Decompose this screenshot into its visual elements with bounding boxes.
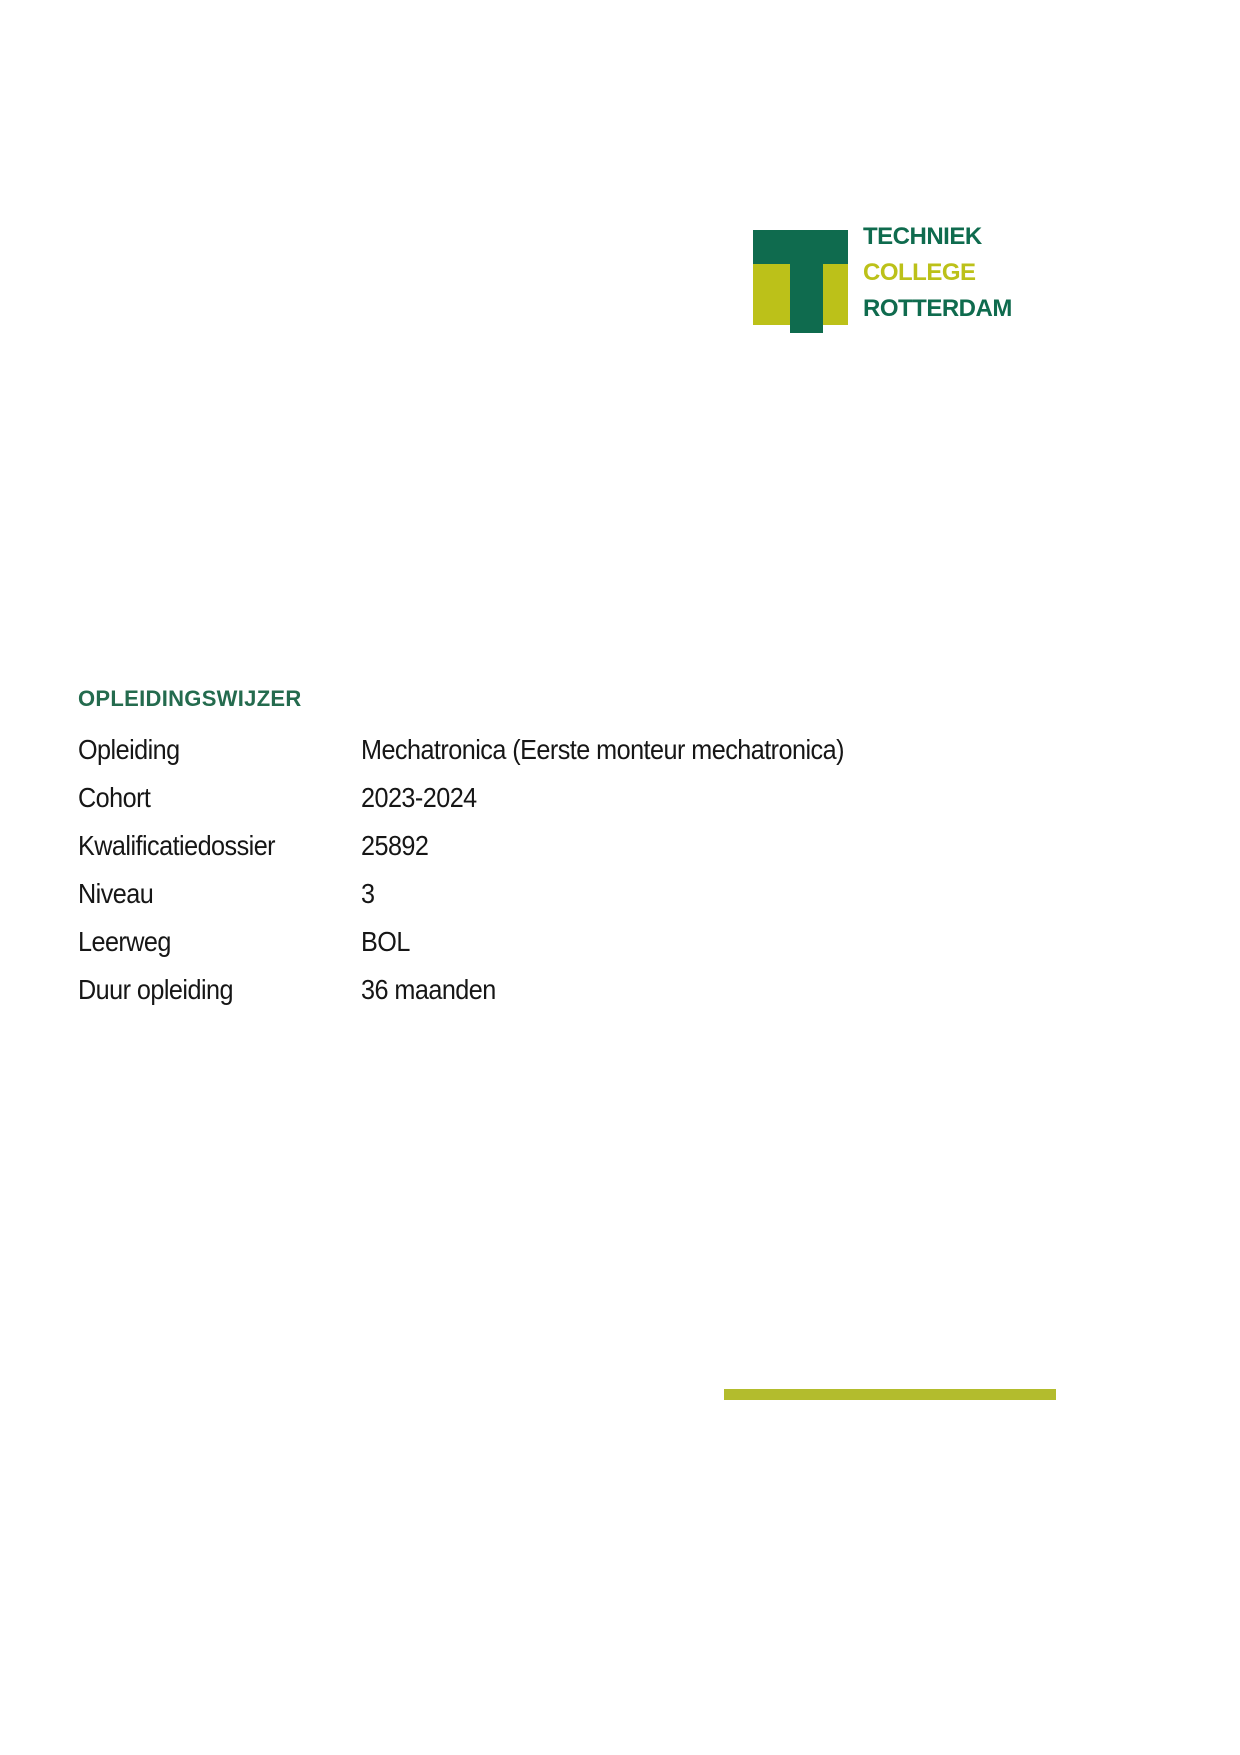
tcr-logo-mark-icon	[753, 230, 848, 333]
footer-accent-bar	[724, 1389, 1056, 1400]
logo-wordmark-line-college: COLLEGE	[863, 259, 976, 286]
detail-value: 2023-2024	[361, 782, 477, 813]
page-title: OPLEIDINGSWIJZER	[78, 686, 302, 711]
detail-row	[78, 774, 1078, 822]
detail-value: 25892	[361, 830, 429, 861]
detail-label: Kwalificatiedossier	[78, 830, 276, 861]
detail-value: BOL	[361, 926, 410, 957]
detail-value: Mechatronica (Eerste monteur mechatronica)	[361, 734, 844, 765]
detail-label: Opleiding	[78, 734, 180, 765]
logo-yellow-right-block	[823, 264, 848, 325]
detail-row	[78, 870, 1078, 918]
detail-row	[78, 726, 1078, 774]
detail-row	[78, 822, 1078, 870]
detail-value: 3	[361, 878, 375, 909]
detail-label: Cohort	[78, 782, 151, 813]
detail-label: Niveau	[78, 878, 154, 909]
detail-value: 36 maanden	[361, 974, 496, 1005]
detail-row	[78, 966, 1078, 1014]
logo-wordmark-line-techniek: TECHNIEK	[863, 223, 982, 250]
details-table	[78, 726, 1078, 1014]
logo-wordmark-line-rotterdam: ROTTERDAM	[863, 295, 1012, 322]
detail-row	[78, 918, 1078, 966]
logo-wordmark	[863, 219, 1012, 327]
logo-t-crossbar	[753, 230, 848, 264]
detail-label: Leerweg	[78, 926, 171, 957]
detail-label: Duur opleiding	[78, 974, 233, 1005]
logo-t-stem	[790, 264, 823, 333]
techniek-college-rotterdam-logo	[753, 223, 1053, 340]
logo-yellow-left-block	[753, 264, 790, 325]
